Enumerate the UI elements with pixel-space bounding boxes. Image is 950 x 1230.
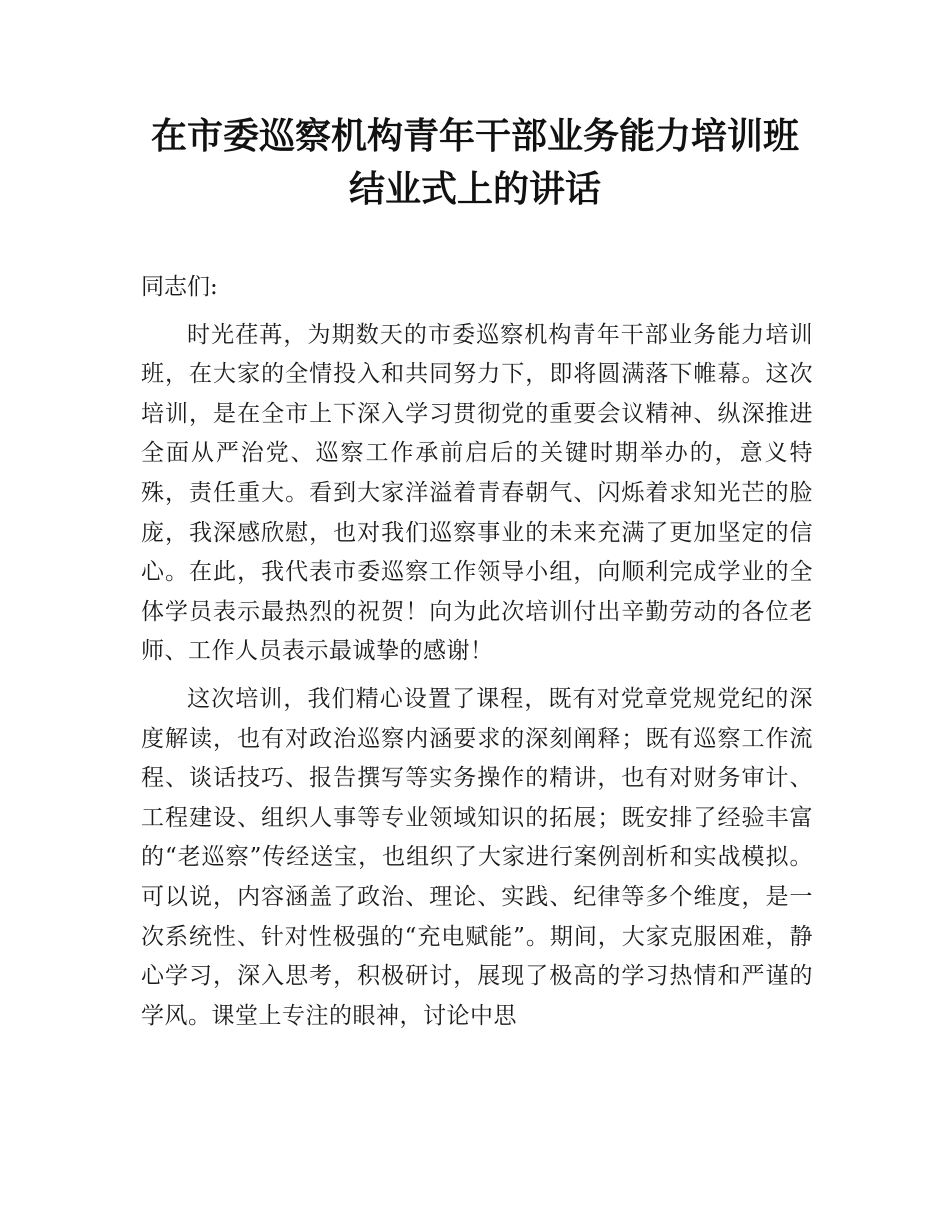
salutation: 同志们:: [141, 274, 218, 300]
document-title: 在市委巡察机构青年干部业务能力培训班结业式上的讲话: [150, 115, 799, 210]
paragraph-1: 时光荏苒，为期数天的市委巡察机构青年干部业务能力培训班，在大家的全情投入和共同努力下，即将圆满落下帷幕。这次培训，是在全市上下深入学习贯彻党的重要会议精神、纵深推进全面从严治党、巡察工作承前启后的关键时期举办的，意义特殊，责任重大。看到大家洋溢着青春朝气、闪烁着求知光芒的脸庞，我深感欣慰，也对我们巡察事业的未来充满了更加坚定的信心。在此，我代表市委巡察工作领导小组，向顺利完成学业的全体学员表示最热烈的祝贺！向为此次培训付出辛勤劳动的各位老师、工作人员表示最诚挚的感谢！: [141, 321, 813, 665]
paragraph-2: 这次培训，我们精心设置了课程，既有对党章党规党纪的深度解读，也有对政治巡察内涵要求的深刻阐释；既有巡察工作流程、谈话技巧、报告撰写等实务操作的精讲，也有对财务审计、工程建设、组织人事等专业领域知识的拓展；既安排了经验丰富的“老巡察”传经送宝，也组织了大家进行案例剖析和实战模拟。可以说，内容涵盖了政治、理论、实践、纪律等多个维度，是一次系统性、针对性极强的“充电赋能”。期间，大家克服困难，静心学习，深入思考，积极研讨，展现了极高的学习热情和严谨的学风。课堂上专注的眼神，讨论中思: [141, 685, 813, 1029]
document-body: [141, 268, 813, 1044]
